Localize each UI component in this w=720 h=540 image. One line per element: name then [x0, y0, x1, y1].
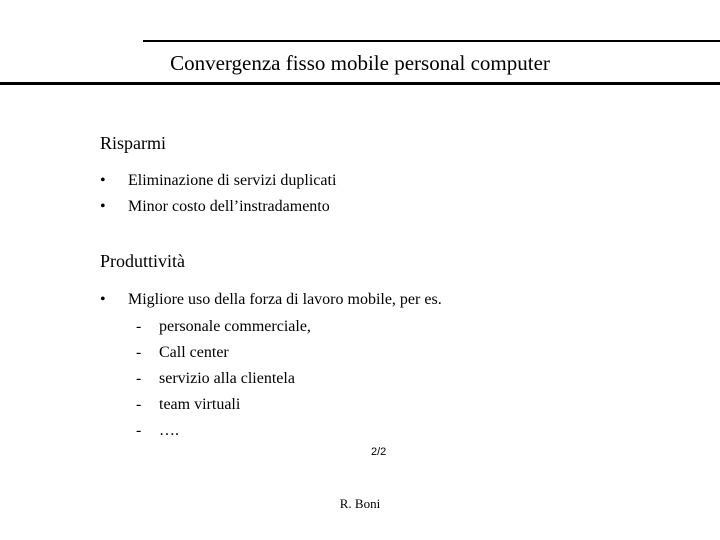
bullet-icon: • — [100, 172, 106, 189]
section-heading-risparmi: Risparmi — [100, 133, 166, 153]
dash-icon: - — [136, 344, 142, 361]
bullet-icon: • — [100, 198, 106, 215]
section-heading-produttivita: Produttività — [100, 251, 185, 271]
bullet-icon: • — [100, 291, 106, 308]
author-footer: R. Boni — [339, 496, 381, 511]
bullet-text: Migliore uso della forza di lavoro mobile, per es. — [128, 291, 442, 308]
dash-icon: - — [136, 422, 142, 439]
dash-icon: - — [136, 370, 142, 387]
dash-icon: - — [136, 318, 142, 335]
sub-item-text: Call center — [159, 344, 229, 361]
sub-item-text: team virtuali — [159, 396, 241, 413]
sub-item-text: servizio alla clientela — [159, 370, 295, 387]
sub-item-text: personale commerciale, — [159, 318, 311, 335]
slide-title: Convergenza fisso mobile personal computer — [170, 51, 550, 75]
title-bottom-rule — [0, 82, 720, 85]
bullet-text: Minor costo dell’instradamento — [128, 198, 330, 215]
bullet-text: Eliminazione di servizi duplicati — [128, 172, 337, 189]
page-number: 2/2 — [371, 446, 387, 458]
dash-icon: - — [136, 396, 142, 413]
sub-item-text: …. — [159, 422, 179, 439]
title-top-rule — [143, 40, 720, 42]
